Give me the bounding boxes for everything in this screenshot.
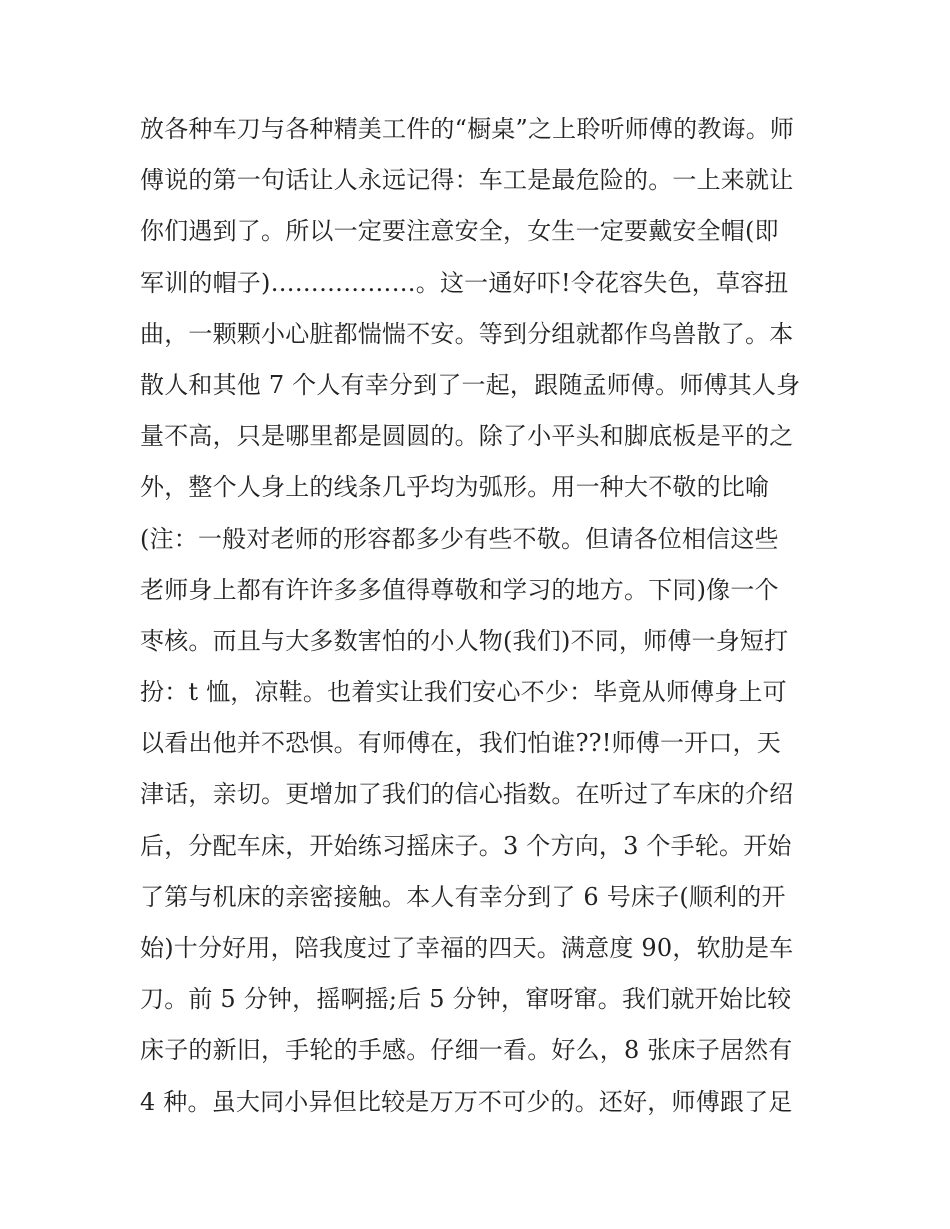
text-line-16: 了第与机床的亲密接触。本人有幸分到了 6 号床子(顺利的开 — [140, 882, 786, 911]
text-line-3: 你们遇到了。所以一定要注意安全，女生一定要戴安全帽(即 — [140, 217, 779, 246]
text-line-15: 后，分配车床，开始练习摇床子。3 个方向，3 个手轮。开始 — [140, 831, 792, 860]
text-line-14: 津话，亲切。更增加了我们的信心指数。在听过了车床的介绍 — [140, 780, 794, 809]
text-line-20: 4 种。虽大同小异但比较是万万不可少的。还好，师傅跟了足 — [140, 1087, 793, 1116]
text-line-19: 床子的新旧，手轮的手感。仔细一看。好么，8 张床子居然有 — [140, 1036, 793, 1065]
text-line-1: 放各种车刀与各种精美工件的“橱桌”之上聆听师傅的教诲。师 — [140, 115, 795, 143]
text-line-12: 扮：t 恤，凉鞋。也着实让我们安心不少：毕竟从师傅身上可 — [140, 678, 787, 707]
text-line-17: 始)十分好用，陪我度过了幸福的四天。满意度 90，软肋是车 — [140, 934, 794, 962]
body-text — [140, 104, 830, 1128]
text-line-5: 曲，一颗颗小心脏都惴惴不安。等到分组就都作鸟兽散了。本 — [140, 319, 794, 348]
text-line-18: 刀。前 5 分钟，摇啊摇;后 5 分钟，窜呀窜。我们就开始比较 — [140, 985, 792, 1014]
text-line-2: 傅说的第一句话让人永远记得：车工是最危险的。一上来就让 — [140, 166, 794, 195]
text-line-13: 以看出他并不恐惧。有师傅在，我们怕谁??!师傅一开口，天 — [140, 729, 781, 758]
text-line-9: (注：一般对老师的形容都多少有些不敬。但请各位相信这些 — [140, 524, 779, 553]
text-line-10: 老师身上都有许许多多值得尊敬和学习的地方。下同)像一个 — [140, 575, 779, 604]
text-line-7: 量不高，只是哪里都是圆圆的。除了小平头和脚底板是平的之 — [140, 422, 794, 451]
text-line-4: 军训的帽子)………………。这一通好吓!令花容失色，草容扭 — [140, 268, 789, 297]
text-line-11: 枣核。而且与大多数害怕的小人物(我们)不同，师傅一身短打 — [140, 626, 789, 655]
text-line-6: 散人和其他 7 个人有幸分到了一起，跟随孟师傅。师傅其人身 — [140, 370, 801, 399]
text-line-8: 外，整个人身上的线条几乎均为弧形。用一种大不敬的比喻 — [140, 473, 770, 502]
